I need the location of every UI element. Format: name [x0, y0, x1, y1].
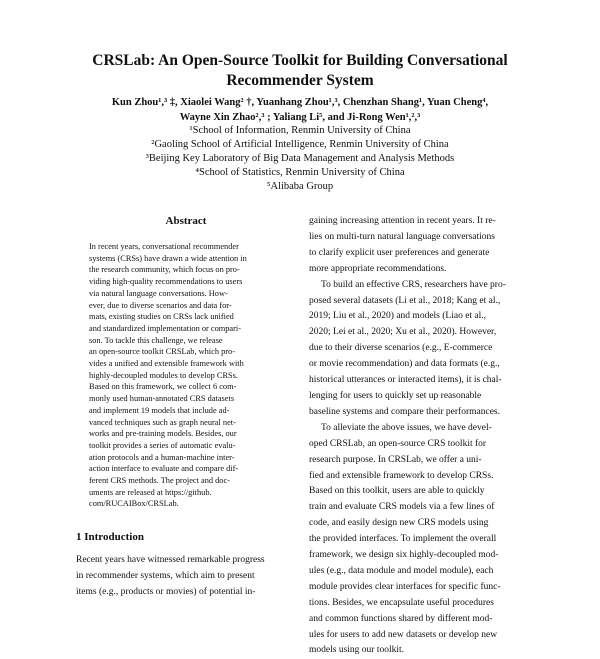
- body-line: To alleviate the above issues, we have devel-: [321, 422, 492, 433]
- abstract-line: the research community, which focus on pro-: [89, 265, 240, 275]
- abstract-line: ferent CRS methods. The project and doc-: [89, 476, 230, 486]
- body-line: 2019; Liu et al., 2020) and models (Liao et al.,: [309, 311, 487, 322]
- body-line: ules (e.g., data module and model module), each: [309, 565, 494, 576]
- abstract-line: an open-source toolkit CRSLab, which pro-: [89, 347, 235, 357]
- body-line: the provided interfaces. To implement the overall: [309, 534, 497, 545]
- body-line: more appropriate recommendations.: [309, 263, 447, 274]
- abstract-line: toolkit provides a series of automatic evalu-: [89, 440, 236, 450]
- body-line: framework, we design six highly-decoupled mod-: [309, 550, 499, 561]
- intro-line: Recent years have witnessed remarkable progress: [76, 555, 265, 565]
- intro-line: items (e.g., products or movies) of potential in-: [76, 587, 256, 597]
- right-column-body: [309, 214, 529, 659]
- abstract-line: action interface to evaluate and compare dif-: [89, 464, 239, 474]
- abstract-body: [89, 241, 285, 510]
- body-line: or movie recommendation) and data formats (e.g.,: [309, 359, 500, 370]
- abstract-line: highly-decoupled modules to develop CRSs.: [89, 370, 239, 380]
- body-line: train and evaluate CRS models via a few lines of: [309, 502, 495, 513]
- abstract-line: via natural language conversations. How-: [89, 288, 228, 298]
- abstract-line: vanced techniques such as graph neural net-: [89, 417, 236, 427]
- affiliation-5: ⁵Alibaba Group: [266, 181, 334, 192]
- abstract-line: com/RUCAIBox/CRSLab.: [89, 499, 179, 509]
- body-line: models using our toolkit.: [309, 645, 404, 656]
- affiliation-2: ²Gaoling School of Artificial Intelligence, Renmin University of China: [151, 139, 449, 150]
- author-line-2: Wayne Xin Zhao²,³ ; Yaliang Li⁵, and Ji-Rong Wen¹,²,³: [179, 112, 421, 123]
- abstract-line: In recent years, conversational recommender: [89, 242, 239, 251]
- body-line: tions. Besides, we encapsulate useful procedures: [309, 597, 494, 608]
- introduction-body: [76, 552, 298, 600]
- body-line: research purpose. In CRSLab, we offer a uni-: [309, 454, 482, 465]
- body-line: 2020; Lei et al., 2020; Xu et al., 2020). However,: [309, 327, 497, 338]
- body-line: code, and easily design new CRS models using: [309, 518, 489, 529]
- body-line: gaining increasing attention in recent years. It re-: [309, 216, 496, 226]
- author-line-1: Kun Zhou¹,³ ‡, Xiaolei Wang² †, Yuanhang Zhou¹,³, Chenzhan Shang¹, Yuan Cheng⁴,: [111, 97, 489, 108]
- section-heading-introduction: 1 Introduction: [76, 531, 144, 543]
- paper-title: [60, 51, 540, 91]
- title-line-2: Recommender System: [226, 72, 374, 89]
- body-line: oped CRSLab, an open-source CRS toolkit for: [309, 438, 487, 449]
- abstract-line: uments are released at https://github.: [89, 487, 212, 497]
- abstract-line: systems (CRSs) have drawn a wide attention in: [89, 253, 247, 263]
- affiliation-4: ⁴School of Statistics, Renmin University of China: [195, 167, 405, 178]
- body-line: historical utterances or interacted items), it is chal-: [309, 375, 502, 386]
- body-line: lies on multi-turn natural language conversations: [309, 231, 495, 242]
- body-line: and common functions shared by different mod-: [309, 613, 493, 624]
- affiliation-1: ¹School of Information, Renmin University of China: [189, 125, 411, 136]
- affiliation-3: ³Beijing Key Laboratory of Big Data Management and Analysis Methods: [145, 153, 455, 164]
- body-line: ules for users to add new datasets or develop new: [309, 629, 498, 640]
- body-line: module provides clear interfaces for specific func-: [309, 581, 501, 592]
- body-line: Based on this toolkit, users are able to quickly: [309, 486, 485, 497]
- body-line: to clarify explicit user preferences and generate: [309, 247, 490, 258]
- abstract-line: and standardized implementation or compari-: [89, 323, 241, 333]
- abstract-line: monly used human-annotated CRS datasets: [89, 394, 235, 404]
- abstract-line: viding high-quality recommendations to users: [89, 277, 243, 287]
- body-line: baseline systems and compare their performances.: [309, 406, 500, 417]
- abstract-line: Based on this framework, we collect 6 com-: [89, 382, 237, 392]
- abstract-line: mats, existing studies on CRSs lack unified: [89, 312, 234, 322]
- abstract-line: son. To tackle this challenge, we release: [89, 335, 223, 345]
- body-line: due to their diverse scenarios (e.g., E-commerce: [309, 343, 493, 354]
- intro-line: in recommender systems, which aim to present: [76, 571, 255, 581]
- abstract-heading: Abstract: [165, 215, 207, 227]
- abstract-line: ever, due to diverse scenarios and data for-: [89, 300, 232, 310]
- title-line-1: CRSLab: An Open-Source Toolkit for Building Conversational: [92, 52, 508, 69]
- body-line: lenging for users to quickly set up reasonable: [309, 390, 482, 401]
- abstract-line: and implement 19 models that include ad-: [89, 405, 230, 415]
- author-list: [40, 95, 560, 125]
- body-line: fied and extensible framework to develop CRSs.: [309, 470, 494, 481]
- abstract-line: vides a unified and extensible framework with: [89, 359, 244, 369]
- affiliation-list: [40, 124, 560, 194]
- abstract-line: works and pre-training models. Besides, our: [89, 429, 237, 439]
- body-line: posed several datasets (Li et al., 2018; Kang et al.,: [309, 295, 501, 306]
- body-line: To build an effective CRS, researchers have pro-: [321, 279, 506, 290]
- abstract-line: ation protocols and a human-machine inter-: [89, 452, 235, 462]
